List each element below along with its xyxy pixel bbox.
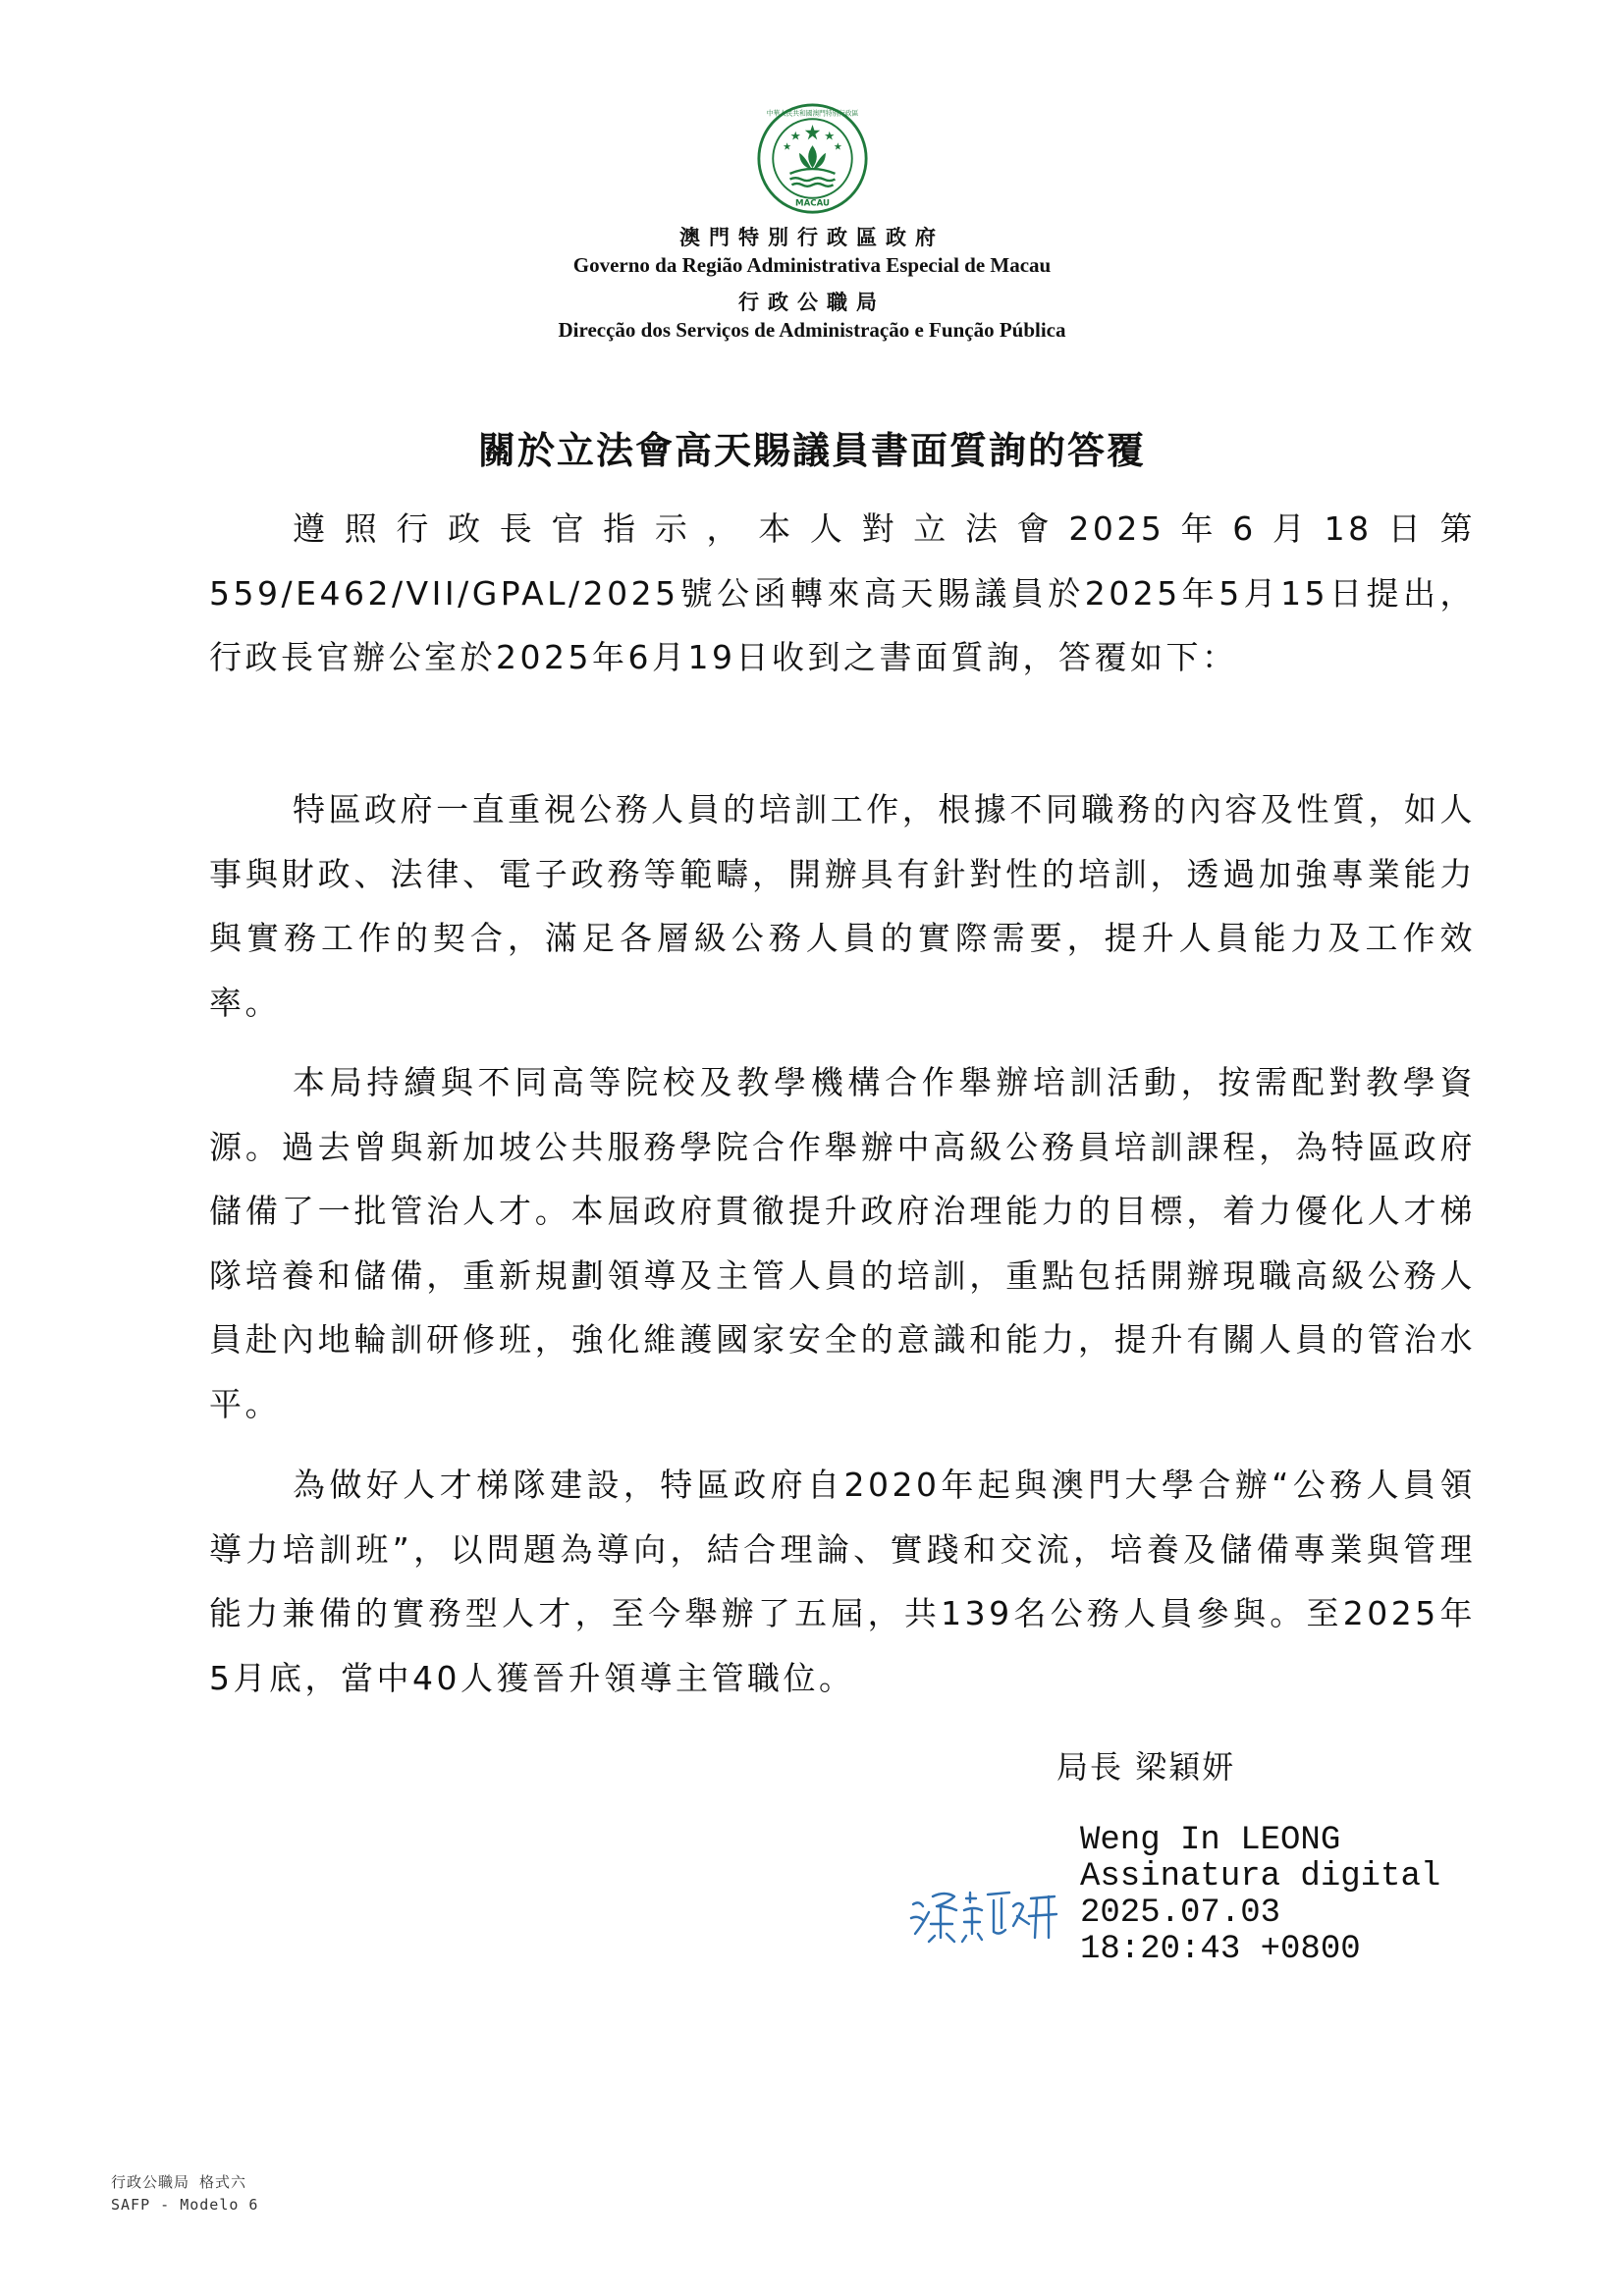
signatory-title: 局長 梁穎妍 <box>1056 1748 1236 1786</box>
handwritten-signature <box>905 1877 1062 1946</box>
digital-signature-name: Weng In LEONG <box>1080 1822 1341 1859</box>
digital-signature-stamp <box>1080 1823 1440 1968</box>
government-name-chinese: 澳門特別行政區政府 <box>679 226 945 249</box>
emblem-ring-text: 中華人民共和國澳門特別行政區 <box>766 109 859 118</box>
digital-signature-time: 18:20:43 +0800 <box>1080 1931 1361 1968</box>
digital-signature-date: 2025.07.03 <box>1080 1895 1281 1932</box>
paragraph-cooperation: 本局持續與不同高等院校及教學機構合作舉辦培訓活動，按需配對教學資源。過去曾與新加坡公共服務學院合作舉辦中高級公務員培訓課程，為特區政府儲備了一批管治人才。本屆政府貫徹提升政府治理能力的目標，着力優化人才梯隊培養和儲備，重新規劃領導及主管人員的培訓，重點包括開辦現職高級公務人員赴內地輪訓研修班，強化維護國家安全的意識和能力，提升有關人員的管治水平。 <box>209 1063 1476 1423</box>
emblem-label: MACAU <box>795 198 830 209</box>
department-name-portuguese: Direcção dos Serviços de Administração e Função Pública <box>558 318 1066 342</box>
document-title: 關於立法會高天賜議員書面質詢的答覆 <box>477 429 1146 472</box>
paragraph-training: 特區政府一直重視公務人員的培訓工作，根據不同職務的內容及性質，如人事與財政、法律、電子政務等範疇，開辦具有針對性的培訓，透過加強專業能力與實務工作的契合，滿足各層級公務人員的實際需要，提升人員能力及工作效率。 <box>209 790 1476 1022</box>
footer-form-code-portuguese: SAFP - Modelo 6 <box>111 2196 259 2214</box>
paragraph-leadership-course: 為做好人才梯隊建設，特區政府自2020年起與澳門大學合辦“公務人員領導力培訓班”，以問題為導向，結合理論、實踐和交流，培養及儲備專業與管理能力兼備的實務型人才，至今舉辦了五屆，共139名公務人員參與。至2025年5月底，當中40人獲晉升領導主管職位。 <box>209 1466 1476 1697</box>
government-name-portuguese: Governo da Região Administrativa Especial de Macau <box>572 253 1052 277</box>
footer-form-code-chinese: 行政公職局 格式六 <box>111 2173 247 2191</box>
department-name-chinese: 行政公職局 <box>738 291 886 314</box>
digital-signature-label: Assinatura digital <box>1080 1858 1441 1896</box>
macau-emblem <box>756 102 869 215</box>
paragraph-intro: 遵照行政長官指示，本人對立法會2025年6月18日第559/E462/VII/GPAL/2025號公函轉來高天賜議員於2025年5月15日提出，行政長官辦公室於2025年6月19日收到之書面質詢，答覆如下： <box>209 509 1476 677</box>
form-footer <box>111 2171 258 2216</box>
